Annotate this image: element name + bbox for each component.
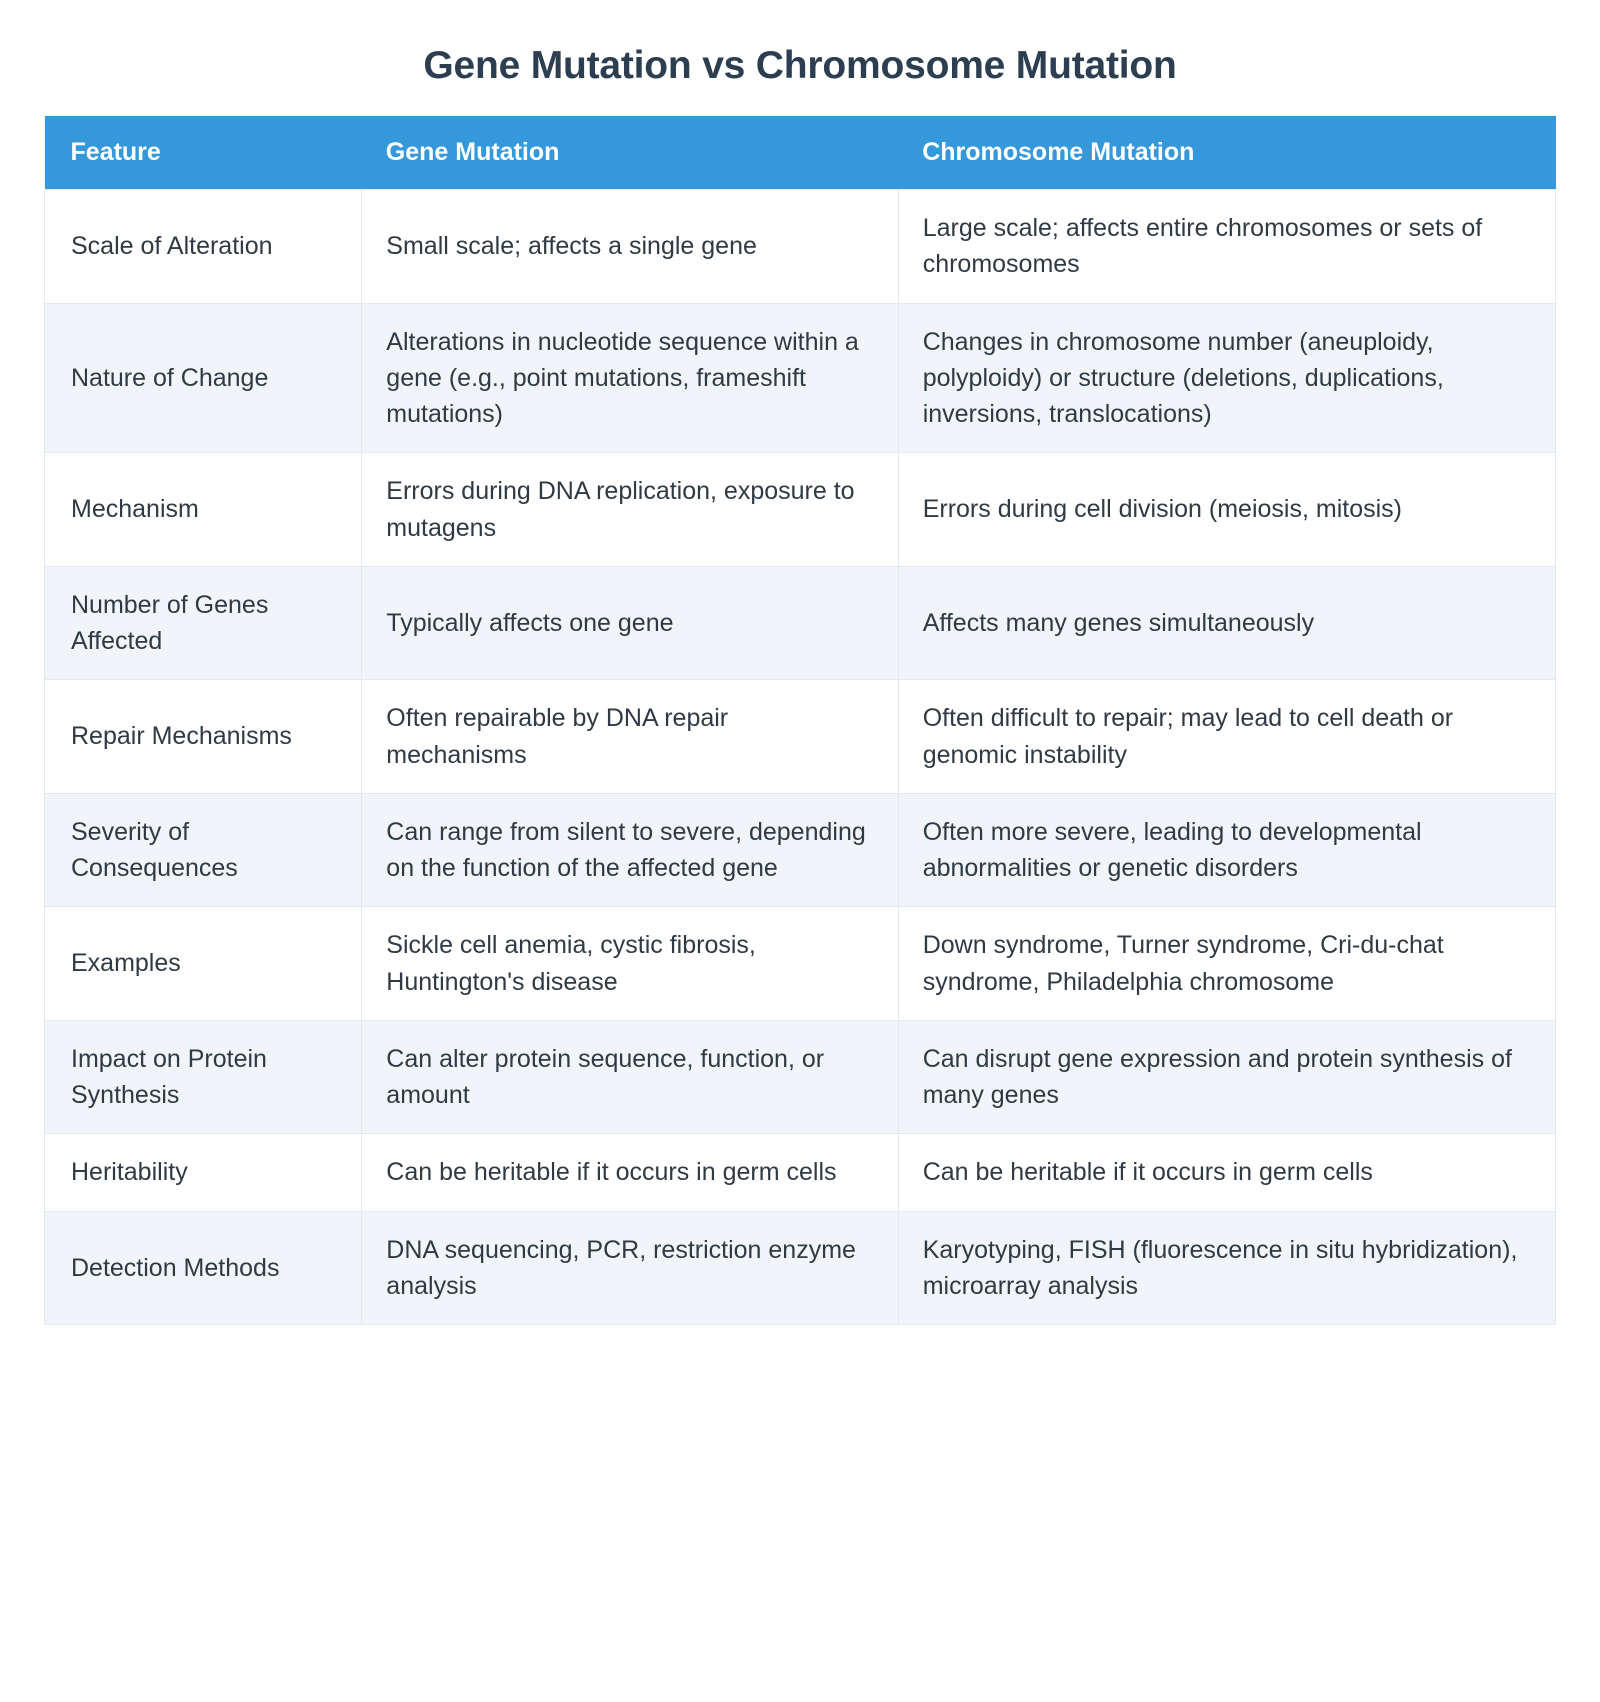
cell-gene-mutation: Small scale; affects a single gene (362, 190, 898, 304)
cell-feature: Heritability (45, 1134, 362, 1211)
cell-feature: Impact on Protein Synthesis (45, 1020, 362, 1134)
cell-feature: Repair Mechanisms (45, 680, 362, 794)
cell-chromosome-mutation: Can disrupt gene expression and protein synthesis of many genes (898, 1020, 1555, 1134)
table-row (45, 190, 1556, 304)
cell-chromosome-mutation: Down syndrome, Turner syndrome, Cri-du-chat syndrome, Philadelphia chromosome (898, 907, 1555, 1021)
cell-chromosome-mutation: Can be heritable if it occurs in germ cells (898, 1134, 1555, 1211)
cell-chromosome-mutation: Affects many genes simultaneously (898, 566, 1555, 680)
column-header-gene-mutation: Gene Mutation (362, 116, 898, 190)
table-header-row (45, 116, 1556, 190)
cell-chromosome-mutation: Changes in chromosome number (aneuploidy, polyploidy) or structure (deletions, duplications, inversions, translocations) (898, 303, 1555, 453)
cell-feature: Severity of Consequences (45, 793, 362, 907)
cell-gene-mutation: Can alter protein sequence, function, or amount (362, 1020, 898, 1134)
cell-gene-mutation: Often repairable by DNA repair mechanisms (362, 680, 898, 794)
cell-chromosome-mutation: Often more severe, leading to developmental abnormalities or genetic disorders (898, 793, 1555, 907)
cell-gene-mutation: Can be heritable if it occurs in germ cells (362, 1134, 898, 1211)
table-row (45, 907, 1556, 1021)
column-header-chromosome-mutation: Chromosome Mutation (898, 116, 1555, 190)
cell-feature: Scale of Alteration (45, 190, 362, 304)
cell-feature: Detection Methods (45, 1211, 362, 1325)
page-title: Gene Mutation vs Chromosome Mutation (423, 44, 1177, 87)
cell-chromosome-mutation: Errors during cell division (meiosis, mitosis) (898, 453, 1555, 567)
comparison-table (44, 116, 1556, 1325)
column-header-feature: Feature (45, 116, 362, 190)
cell-gene-mutation: DNA sequencing, PCR, restriction enzyme analysis (362, 1211, 898, 1325)
cell-feature: Number of Genes Affected (45, 566, 362, 680)
table-row (45, 1020, 1556, 1134)
cell-gene-mutation: Errors during DNA replication, exposure to mutagens (362, 453, 898, 567)
cell-gene-mutation: Can range from silent to severe, depending on the function of the affected gene (362, 793, 898, 907)
cell-gene-mutation: Sickle cell anemia, cystic fibrosis, Huntington's disease (362, 907, 898, 1021)
table-body (45, 190, 1556, 1325)
cell-gene-mutation: Alterations in nucleotide sequence within a gene (e.g., point mutations, frameshift mutations) (362, 303, 898, 453)
table-row (45, 1211, 1556, 1325)
table-row (45, 566, 1556, 680)
table-row (45, 793, 1556, 907)
table-row (45, 453, 1556, 567)
cell-gene-mutation: Typically affects one gene (362, 566, 898, 680)
cell-feature: Examples (45, 907, 362, 1021)
table-row (45, 1134, 1556, 1211)
cell-feature: Mechanism (45, 453, 362, 567)
cell-feature: Nature of Change (45, 303, 362, 453)
cell-chromosome-mutation: Often difficult to repair; may lead to cell death or genomic instability (898, 680, 1555, 794)
table-header (45, 116, 1556, 190)
cell-chromosome-mutation: Large scale; affects entire chromosomes or sets of chromosomes (898, 190, 1555, 304)
cell-chromosome-mutation: Karyotyping, FISH (fluorescence in situ hybridization), microarray analysis (898, 1211, 1555, 1325)
table-row (45, 303, 1556, 453)
table-row (45, 680, 1556, 794)
